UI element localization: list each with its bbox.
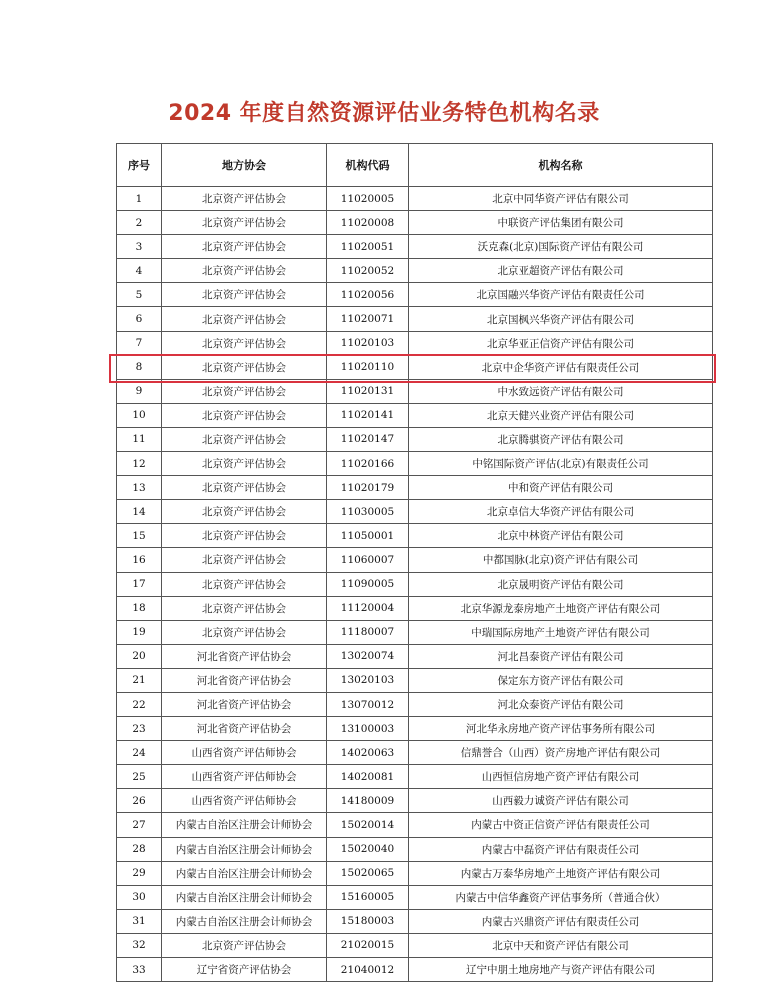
- institution-code-cell: 11120004: [327, 596, 409, 620]
- institution-name-cell: 山西恒信房地产资产评估有限公司: [409, 765, 713, 789]
- association-cell: 河北省资产评估协会: [162, 644, 327, 668]
- serial-number-cell: 33: [117, 958, 162, 982]
- table-row: [117, 307, 713, 331]
- table-row: [117, 717, 713, 741]
- serial-number-cell: 10: [117, 403, 162, 427]
- institution-name-cell: 北京中天和资产评估有限公司: [409, 933, 713, 957]
- association-cell: 北京资产评估协会: [162, 548, 327, 572]
- association-cell: 北京资产评估协会: [162, 933, 327, 957]
- institution-code-cell: 14180009: [327, 789, 409, 813]
- institution-code-cell: 15020065: [327, 861, 409, 885]
- serial-number-cell: 18: [117, 596, 162, 620]
- institution-name-cell: 北京晟明资产评估有限公司: [409, 572, 713, 596]
- serial-number-cell: 3: [117, 235, 162, 259]
- institution-name-cell: 北京华源龙泰房地产土地资产评估有限公司: [409, 596, 713, 620]
- institution-code-cell: 11020141: [327, 403, 409, 427]
- institution-name-cell: 沃克森(北京)国际资产评估有限公司: [409, 235, 713, 259]
- association-cell: 北京资产评估协会: [162, 355, 327, 379]
- institution-table: [116, 143, 713, 982]
- institution-code-cell: 11020110: [327, 355, 409, 379]
- serial-number-cell: 31: [117, 909, 162, 933]
- institution-name-cell: 河北昌泰资产评估有限公司: [409, 644, 713, 668]
- institution-code-cell: 11050001: [327, 524, 409, 548]
- institution-name-cell: 北京中企华资产评估有限责任公司: [409, 355, 713, 379]
- institution-code-cell: 11020008: [327, 211, 409, 235]
- institution-code-cell: 13100003: [327, 717, 409, 741]
- institution-code-cell: 11020005: [327, 187, 409, 211]
- table-row: [117, 283, 713, 307]
- table-row: [117, 933, 713, 957]
- serial-number-cell: 7: [117, 331, 162, 355]
- table-row: [117, 789, 713, 813]
- table-row: [117, 741, 713, 765]
- association-cell: 河北省资产评估协会: [162, 717, 327, 741]
- serial-number-cell: 2: [117, 211, 162, 235]
- institution-code-cell: 11020051: [327, 235, 409, 259]
- table-row: [117, 909, 713, 933]
- table-row: [117, 958, 713, 982]
- serial-number-cell: 25: [117, 765, 162, 789]
- serial-number-cell: 22: [117, 692, 162, 716]
- table-row: [117, 427, 713, 451]
- association-cell: 河北省资产评估协会: [162, 692, 327, 716]
- institution-code-cell: 11020147: [327, 427, 409, 451]
- serial-number-cell: 20: [117, 644, 162, 668]
- serial-number-cell: 14: [117, 500, 162, 524]
- table-row: [117, 355, 713, 379]
- institution-name-cell: 北京中同华资产评估有限公司: [409, 187, 713, 211]
- association-cell: 北京资产评估协会: [162, 596, 327, 620]
- serial-number-cell: 29: [117, 861, 162, 885]
- table-row: [117, 837, 713, 861]
- association-cell: 北京资产评估协会: [162, 187, 327, 211]
- table-row: [117, 861, 713, 885]
- institution-name-cell: 中和资产评估有限公司: [409, 476, 713, 500]
- serial-number-cell: 21: [117, 668, 162, 692]
- table-row: [117, 500, 713, 524]
- association-cell: 内蒙古自治区注册会计师协会: [162, 837, 327, 861]
- institution-code-cell: 14020063: [327, 741, 409, 765]
- institution-name-cell: 山西毅力诚资产评估有限公司: [409, 789, 713, 813]
- institution-name-cell: 内蒙古万泰华房地产土地资产评估有限公司: [409, 861, 713, 885]
- table-row: [117, 379, 713, 403]
- institution-code-cell: 11020103: [327, 331, 409, 355]
- association-cell: 内蒙古自治区注册会计师协会: [162, 813, 327, 837]
- serial-number-cell: 28: [117, 837, 162, 861]
- table-header-row: [117, 144, 713, 187]
- institution-code-cell: 11020131: [327, 379, 409, 403]
- association-cell: 北京资产评估协会: [162, 427, 327, 451]
- association-cell: 北京资产评估协会: [162, 572, 327, 596]
- institution-code-cell: 13020103: [327, 668, 409, 692]
- serial-number-cell: 27: [117, 813, 162, 837]
- institution-name-cell: 北京天健兴业资产评估有限公司: [409, 403, 713, 427]
- association-cell: 内蒙古自治区注册会计师协会: [162, 861, 327, 885]
- association-cell: 北京资产评估协会: [162, 331, 327, 355]
- association-cell: 北京资产评估协会: [162, 452, 327, 476]
- serial-number-cell: 12: [117, 452, 162, 476]
- institution-code-cell: 13020074: [327, 644, 409, 668]
- table-row: [117, 524, 713, 548]
- institution-name-cell: 中联资产评估集团有限公司: [409, 211, 713, 235]
- institution-code-cell: 21020015: [327, 933, 409, 957]
- institution-code-cell: 11020179: [327, 476, 409, 500]
- table-row: [117, 403, 713, 427]
- association-cell: 北京资产评估协会: [162, 500, 327, 524]
- institution-code-cell: 13070012: [327, 692, 409, 716]
- table-body: [117, 187, 713, 982]
- institution-name-cell: 辽宁中朋土地房地产与资产评估有限公司: [409, 958, 713, 982]
- association-cell: 北京资产评估协会: [162, 620, 327, 644]
- institution-code-cell: 21040012: [327, 958, 409, 982]
- institution-name-cell: 北京中林资产评估有限公司: [409, 524, 713, 548]
- serial-number-cell: 5: [117, 283, 162, 307]
- institution-code-cell: 15160005: [327, 885, 409, 909]
- table-row: [117, 692, 713, 716]
- serial-number-cell: 13: [117, 476, 162, 500]
- serial-number-cell: 32: [117, 933, 162, 957]
- institution-code-cell: 11060007: [327, 548, 409, 572]
- table-row: [117, 548, 713, 572]
- table-row: [117, 476, 713, 500]
- table-row: [117, 259, 713, 283]
- institution-name-cell: 信鼎誉合（山西）资产房地产评估有限公司: [409, 741, 713, 765]
- serial-number-cell: 15: [117, 524, 162, 548]
- institution-code-cell: 11180007: [327, 620, 409, 644]
- serial-number-cell: 26: [117, 789, 162, 813]
- header-local-association: 地方协会: [162, 144, 327, 187]
- institution-code-cell: 11030005: [327, 500, 409, 524]
- table-row: [117, 668, 713, 692]
- association-cell: 北京资产评估协会: [162, 235, 327, 259]
- institution-name-cell: 河北众泰资产评估有限公司: [409, 692, 713, 716]
- table-row: [117, 596, 713, 620]
- institution-code-cell: 14020081: [327, 765, 409, 789]
- association-cell: 北京资产评估协会: [162, 259, 327, 283]
- institution-code-cell: 11020056: [327, 283, 409, 307]
- institution-code-cell: 11020071: [327, 307, 409, 331]
- serial-number-cell: 16: [117, 548, 162, 572]
- table-row: [117, 187, 713, 211]
- association-cell: 北京资产评估协会: [162, 211, 327, 235]
- table-row: [117, 644, 713, 668]
- association-cell: 北京资产评估协会: [162, 403, 327, 427]
- institution-code-cell: 15020040: [327, 837, 409, 861]
- institution-name-cell: 中都国脉(北京)资产评估有限公司: [409, 548, 713, 572]
- serial-number-cell: 30: [117, 885, 162, 909]
- institution-code-cell: 11020052: [327, 259, 409, 283]
- institution-name-cell: 中瑞国际房地产土地资产评估有限公司: [409, 620, 713, 644]
- table-row: [117, 211, 713, 235]
- serial-number-cell: 17: [117, 572, 162, 596]
- association-cell: 北京资产评估协会: [162, 307, 327, 331]
- institution-name-cell: 保定东方资产评估有限公司: [409, 668, 713, 692]
- serial-number-cell: 24: [117, 741, 162, 765]
- institution-name-cell: 北京腾骐资产评估有限公司: [409, 427, 713, 451]
- association-cell: 北京资产评估协会: [162, 379, 327, 403]
- header-institution-name: 机构名称: [409, 144, 713, 187]
- association-cell: 内蒙古自治区注册会计师协会: [162, 909, 327, 933]
- institution-code-cell: 11090005: [327, 572, 409, 596]
- table-row: [117, 620, 713, 644]
- institution-name-cell: 内蒙古中资正信资产评估有限责任公司: [409, 813, 713, 837]
- institution-name-cell: 北京亚超资产评估有限公司: [409, 259, 713, 283]
- table-row: [117, 813, 713, 837]
- institution-name-cell: 北京国融兴华资产评估有限责任公司: [409, 283, 713, 307]
- page-title: 2024 年度自然资源评估业务特色机构名录: [168, 101, 600, 126]
- institution-code-cell: 15020014: [327, 813, 409, 837]
- institution-name-cell: 中铭国际资产评估(北京)有限责任公司: [409, 452, 713, 476]
- institution-name-cell: 北京卓信大华资产评估有限公司: [409, 500, 713, 524]
- association-cell: 内蒙古自治区注册会计师协会: [162, 885, 327, 909]
- association-cell: 北京资产评估协会: [162, 476, 327, 500]
- institution-name-cell: 北京华亚正信资产评估有限公司: [409, 331, 713, 355]
- association-cell: 山西省资产评估师协会: [162, 765, 327, 789]
- serial-number-cell: 9: [117, 379, 162, 403]
- association-cell: 北京资产评估协会: [162, 283, 327, 307]
- header-serial-number: 序号: [117, 144, 162, 187]
- association-cell: 辽宁省资产评估协会: [162, 958, 327, 982]
- association-cell: 山西省资产评估师协会: [162, 741, 327, 765]
- serial-number-cell: 23: [117, 717, 162, 741]
- table-row: [117, 235, 713, 259]
- serial-number-cell: 8: [117, 355, 162, 379]
- institution-name-cell: 内蒙古中信华鑫资产评估事务所（普通合伙）: [409, 885, 713, 909]
- association-cell: 山西省资产评估师协会: [162, 789, 327, 813]
- table-row: [117, 885, 713, 909]
- association-cell: 北京资产评估协会: [162, 524, 327, 548]
- serial-number-cell: 1: [117, 187, 162, 211]
- header-institution-code: 机构代码: [327, 144, 409, 187]
- institution-name-cell: 内蒙古中磊资产评估有限责任公司: [409, 837, 713, 861]
- table-row: [117, 452, 713, 476]
- institution-code-cell: 15180003: [327, 909, 409, 933]
- serial-number-cell: 19: [117, 620, 162, 644]
- table-row: [117, 765, 713, 789]
- institution-name-cell: 河北华永房地产资产评估事务所有限公司: [409, 717, 713, 741]
- institution-name-cell: 中水致远资产评估有限公司: [409, 379, 713, 403]
- institution-name-cell: 内蒙古兴鼎资产评估有限责任公司: [409, 909, 713, 933]
- association-cell: 河北省资产评估协会: [162, 668, 327, 692]
- table-row: [117, 572, 713, 596]
- serial-number-cell: 6: [117, 307, 162, 331]
- serial-number-cell: 11: [117, 427, 162, 451]
- institution-code-cell: 11020166: [327, 452, 409, 476]
- institution-name-cell: 北京国枫兴华资产评估有限公司: [409, 307, 713, 331]
- serial-number-cell: 4: [117, 259, 162, 283]
- table-row: [117, 331, 713, 355]
